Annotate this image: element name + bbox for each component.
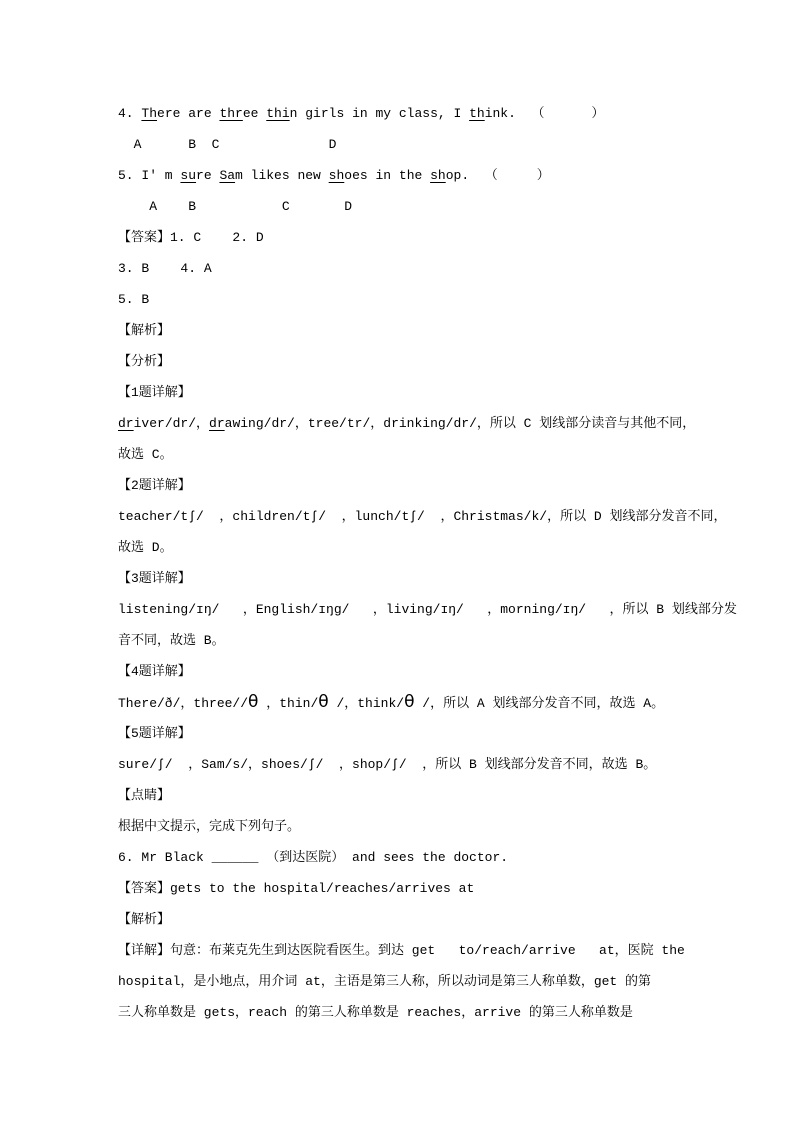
text-segment: There/ð/，three// (118, 696, 249, 711)
text-segment: /，所以 A 划线部分发音不同，故选 A。 (414, 696, 665, 711)
detail-6-body-3 (118, 997, 676, 1028)
underlined-text-segment: thr (219, 106, 243, 121)
text-segment: A B C D (118, 199, 353, 214)
underlined-text-segment: dr (118, 416, 134, 431)
text-segment: 【详解】句意：布莱克先生到达医院看医生。到达 get to/reach/arrive at，医院 the (118, 943, 685, 958)
detail-6-body-1 (118, 935, 685, 966)
underlined-text-segment: thi (266, 106, 290, 121)
text-segment: 6. Mr Black ______ （到达医院） and sees the doctor. (118, 850, 509, 865)
question-5-options (118, 191, 676, 222)
text-segment: ink. （ ） (484, 106, 605, 121)
answers-3-4 (118, 253, 676, 284)
section-instruction (118, 811, 676, 842)
label-jiexi-2 (118, 904, 676, 935)
detail-5-heading (118, 718, 676, 749)
text-segment: 音不同，故选 B。 (118, 633, 225, 648)
text-segment: 三人称单数是 gets，reach 的第三人称单数是 reaches，arrive 的第三人称单数是 (118, 1005, 633, 1020)
phonetic-symbol: θ (318, 692, 329, 712)
text-segment: re (196, 168, 220, 183)
detail-2-body-2 (118, 532, 676, 563)
detail-1-heading (118, 377, 676, 408)
question-4 (118, 98, 676, 129)
text-segment: 故选 D。 (118, 540, 173, 555)
underlined-text-segment: sh (328, 168, 345, 183)
question-5 (118, 160, 676, 191)
underlined-text-segment: th (469, 106, 485, 121)
text-segment: teacher/tʃ/ ，children/tʃ/ ，lunch/tʃ/ ，Christmas/k/，所以 D 划线部分发音不同， (118, 509, 727, 524)
text-segment: 5. I' m (118, 168, 181, 183)
text-segment: 5. B (118, 292, 150, 307)
phonetic-symbol: θ (404, 692, 415, 712)
text-segment: iver/dr/， (133, 416, 210, 431)
label-dianjing (118, 780, 676, 811)
text-segment: listening/ɪŋ/ ，English/ɪŋg/ ，living/ɪŋ/ ，morning/ɪŋ/ ，所以 B 划线部分发 (118, 602, 737, 617)
text-segment: /，think/ (328, 696, 405, 711)
underlined-text-segment: sh (430, 168, 446, 183)
text-segment: 【点睛】 (118, 788, 171, 803)
text-segment: 故选 C。 (118, 447, 173, 462)
text-segment: 【5题详解】 (118, 726, 191, 741)
detail-4-body (118, 687, 676, 718)
detail-5-body (118, 749, 676, 780)
label-fenxi (118, 346, 676, 377)
text-segment: hospital，是小地点，用介词 at，主语是第三人称，所以动词是第三人称单数，get 的第 (118, 974, 652, 989)
detail-2-heading (118, 470, 676, 501)
text-segment: 【1题详解】 (118, 385, 191, 400)
text-segment: ee (242, 106, 267, 121)
detail-3-heading (118, 563, 676, 594)
detail-1-body-2 (118, 439, 676, 470)
text-segment: oes in the (344, 168, 431, 183)
detail-2-body (118, 501, 727, 532)
text-segment: 【3题详解】 (118, 571, 191, 586)
underlined-text-segment: su (180, 168, 197, 183)
answer-6 (118, 873, 676, 904)
phonetic-symbol: θ (248, 692, 259, 712)
text-segment: sure/ʃ/ ，Sam/s/，shoes/ʃ/ ，shop/ʃ/ ，所以 B 划线部分发音不同，故选 B。 (118, 757, 657, 772)
text-segment: awing/dr/，tree/tr/，drinking/dr/，所以 C 划线部分读音与其他不同， (224, 416, 696, 431)
text-segment: 根据中文提示，完成下列句子。 (118, 819, 301, 834)
text-segment: A B C D (118, 137, 337, 152)
detail-4-heading (118, 656, 676, 687)
text-segment: 【解析】 (118, 323, 171, 338)
text-segment: ，thin/ (258, 696, 319, 711)
text-segment: 【答案】1. C 2. D (118, 230, 264, 245)
text-segment: m likes new (235, 168, 329, 183)
detail-6-body-2 (118, 966, 676, 997)
document-body (118, 98, 737, 1028)
detail-3-body-2 (118, 625, 676, 656)
text-segment: 4. (118, 106, 142, 121)
text-segment: 【分析】 (118, 354, 171, 369)
underlined-text-segment: dr (209, 416, 225, 431)
answers-5 (118, 284, 676, 315)
text-segment: 【4题详解】 (118, 664, 191, 679)
text-segment: 3. B 4. A (118, 261, 212, 276)
text-segment: 【2题详解】 (118, 478, 191, 493)
label-jiexi-1 (118, 315, 676, 346)
detail-3-body (118, 594, 737, 625)
question-6 (118, 842, 676, 873)
text-segment: ere are (157, 106, 220, 121)
question-4-options (118, 129, 676, 160)
text-segment: op. （ ） (445, 168, 550, 183)
text-segment: 【解析】 (118, 912, 171, 927)
underlined-text-segment: Th (141, 106, 158, 121)
text-segment: n girls in my class, I (289, 106, 470, 121)
text-segment: 【答案】gets to the hospital/reaches/arrives at (118, 881, 475, 896)
underlined-text-segment: Sa (219, 168, 236, 183)
detail-1-body (118, 408, 696, 439)
answers-1-2 (118, 222, 676, 253)
